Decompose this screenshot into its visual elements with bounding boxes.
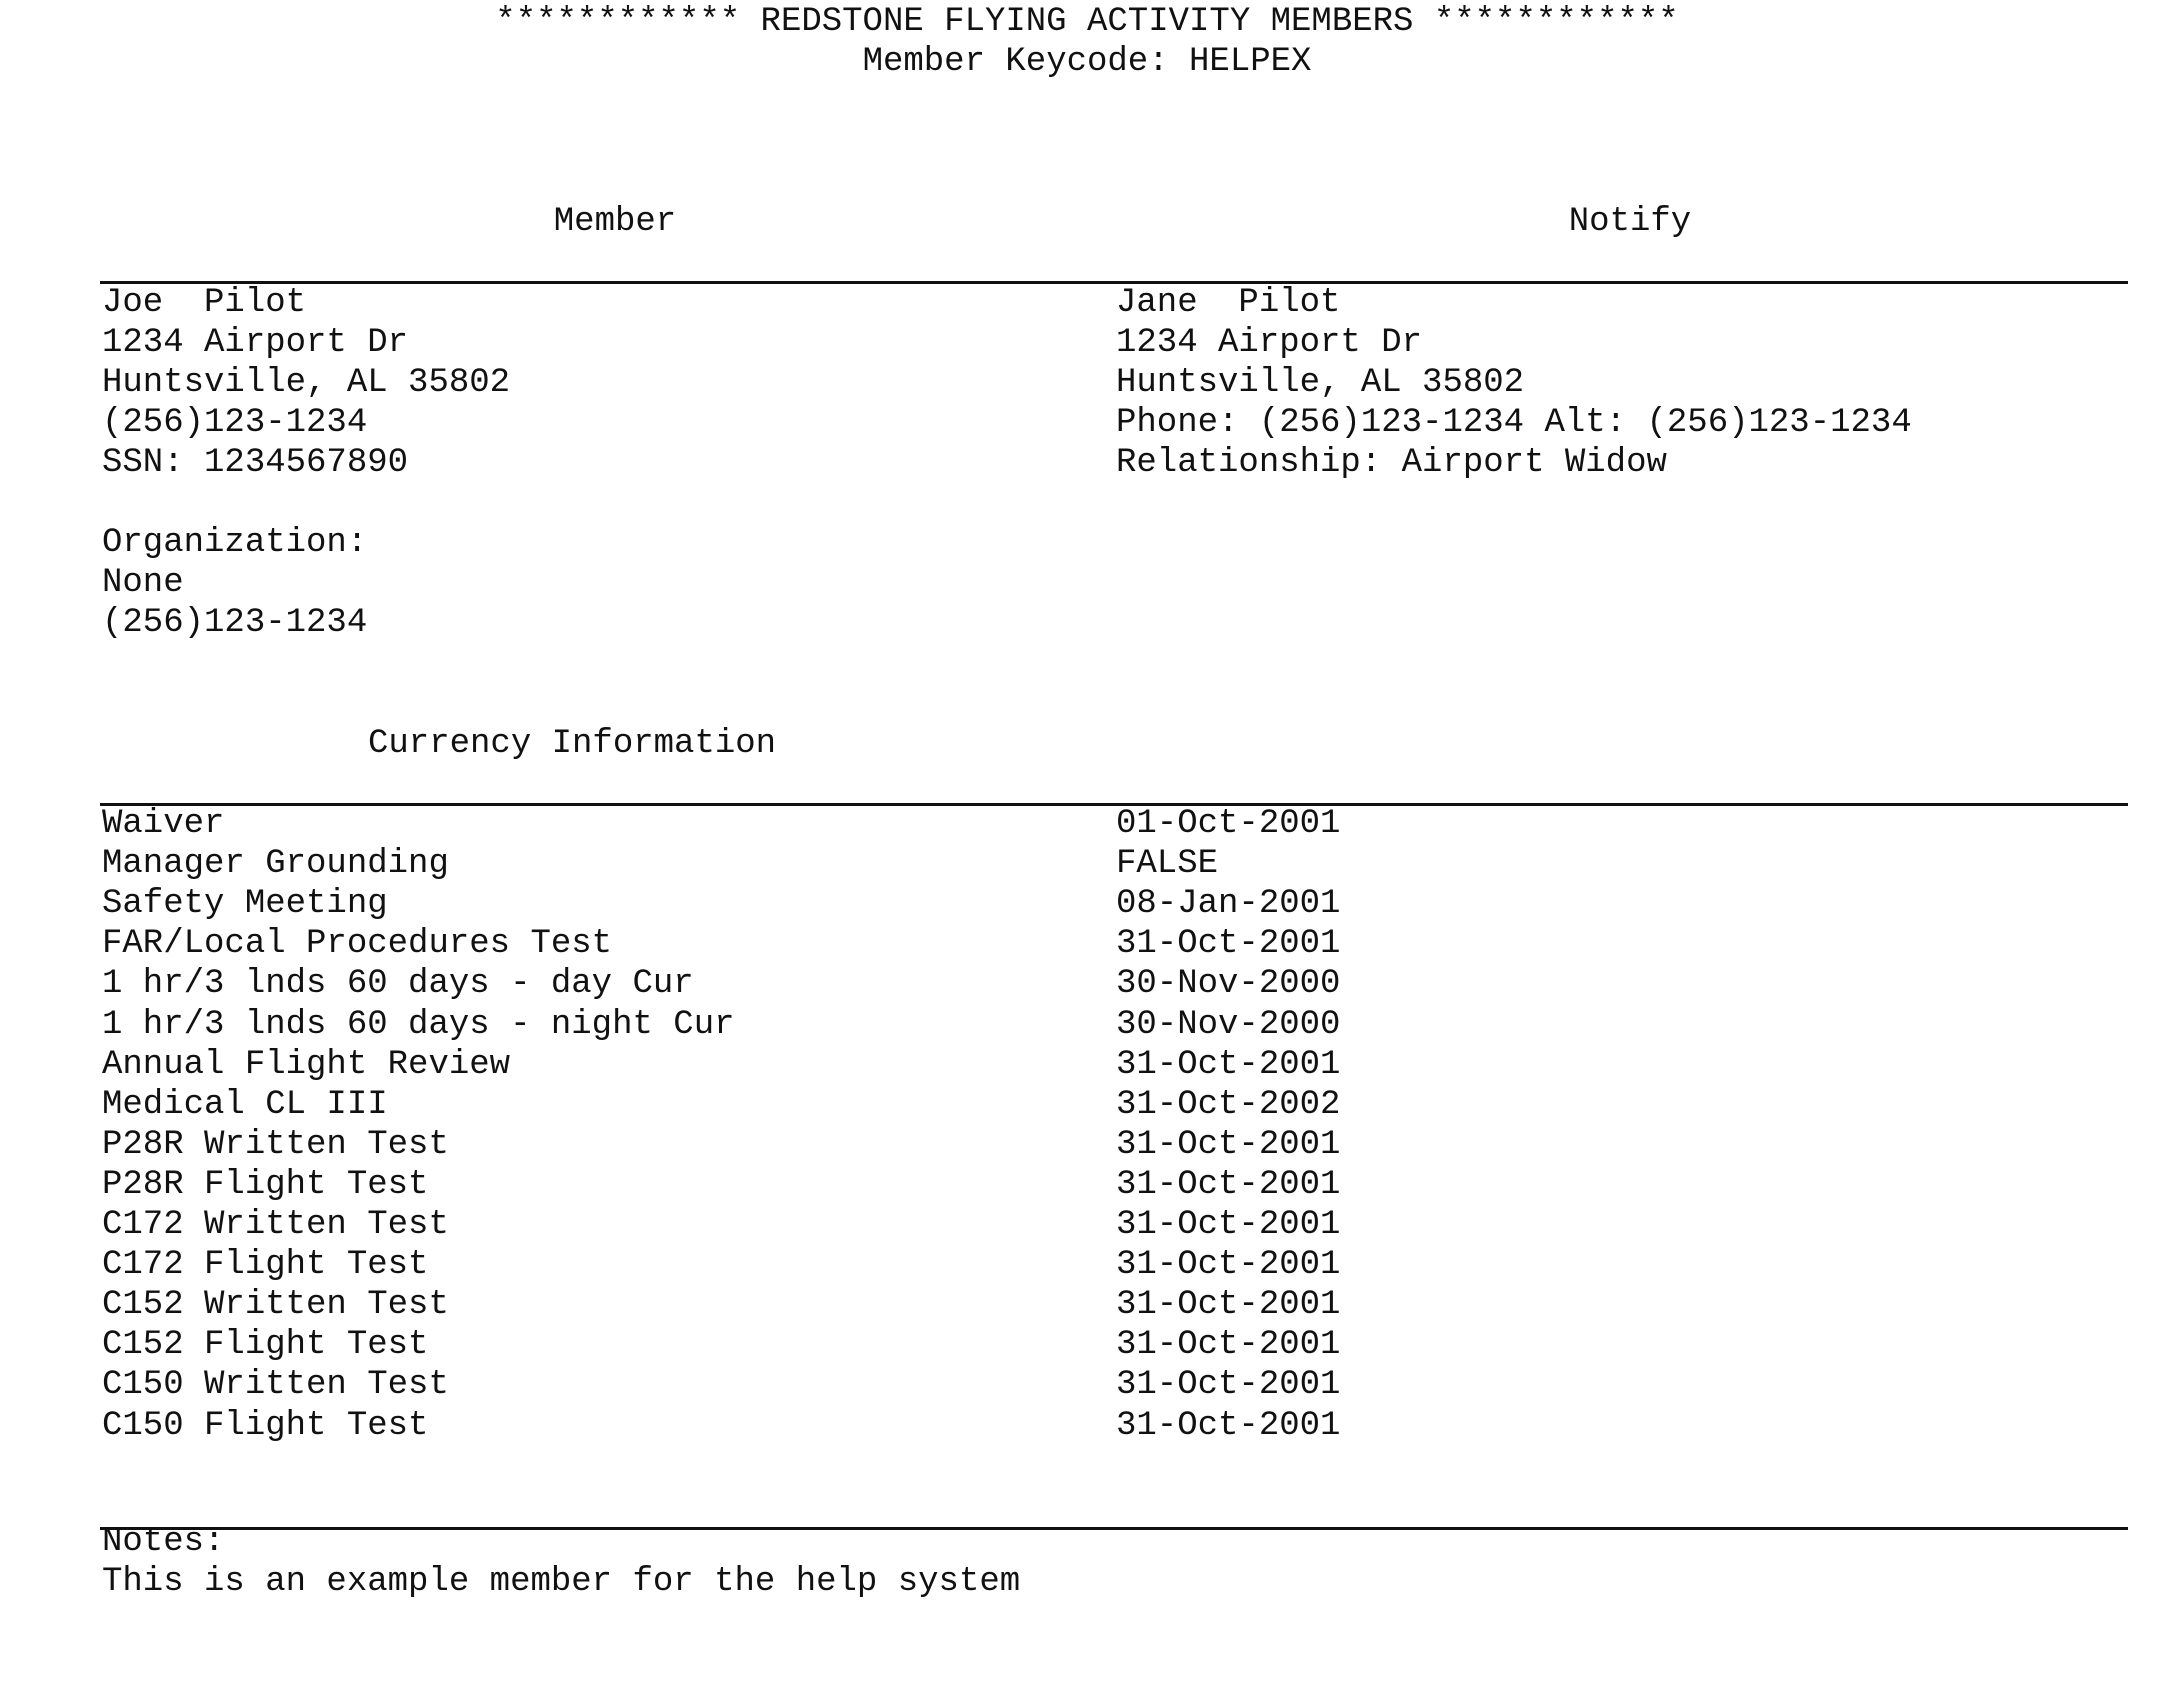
- member-keycode: Member Keycode: HELPEX: [862, 43, 1312, 81]
- currency-item-label: C172 Flight Test: [102, 1246, 429, 1284]
- notes-label: Notes:: [102, 1523, 225, 1561]
- notify-city: Huntsville, AL 35802: [1116, 364, 1525, 402]
- currency-item-label: Safety Meeting: [102, 885, 388, 923]
- currency-item-value: 31-Oct-2001: [1116, 1206, 1341, 1244]
- currency-item-value: 31-Oct-2001: [1116, 1166, 1341, 1204]
- currency-row: [0, 1406, 2174, 1446]
- member-phone: (256)123-1234: [102, 404, 368, 442]
- currency-item-label: Annual Flight Review: [102, 1046, 511, 1084]
- currency-item-value: 31-Oct-2001: [1116, 1046, 1341, 1084]
- currency-item-label: Medical CL III: [102, 1086, 388, 1124]
- notify-relationship: Relationship: Airport Widow: [1116, 444, 1667, 482]
- currency-item-value: 08-Jan-2001: [1116, 885, 1341, 923]
- currency-row: [0, 1325, 2174, 1365]
- member-address: 1234 Airport Dr: [102, 324, 409, 362]
- currency-item-label: C150 Flight Test: [102, 1407, 429, 1445]
- currency-row: [0, 964, 2174, 1004]
- member-ssn: SSN: 1234567890: [102, 444, 409, 482]
- currency-item-label: 1 hr/3 lnds 60 days - day Cur: [102, 965, 694, 1003]
- currency-item-value: 31-Oct-2001: [1116, 1246, 1341, 1284]
- notes-divider: [100, 1527, 2128, 1530]
- member-heading: Member: [553, 203, 677, 241]
- currency-item-value: 31-Oct-2002: [1116, 1086, 1341, 1124]
- member-city: Huntsville, AL 35802: [102, 364, 511, 402]
- currency-row: [0, 1205, 2174, 1245]
- currency-item-label: 1 hr/3 lnds 60 days - night Cur: [102, 1006, 735, 1044]
- notify-phone: Phone: (256)123-1234 Alt: (256)123-1234: [1116, 404, 1912, 442]
- notify-block: [1116, 283, 1912, 483]
- currency-item-value: 01-Oct-2001: [1116, 805, 1341, 843]
- currency-row: [0, 1005, 2174, 1045]
- currency-item-value: 31-Oct-2001: [1116, 1326, 1341, 1364]
- notify-name: Jane Pilot: [1116, 284, 1341, 322]
- currency-row: [0, 844, 2174, 884]
- currency-row: [0, 1165, 2174, 1205]
- currency-row: [0, 924, 2174, 964]
- currency-row: [0, 1245, 2174, 1285]
- currency-row: [0, 884, 2174, 924]
- organization-phone: (256)123-1234: [102, 604, 368, 642]
- currency-item-value: 31-Oct-2001: [1116, 1286, 1341, 1324]
- currency-item-label: FAR/Local Procedures Test: [102, 925, 613, 963]
- currency-item-value: 31-Oct-2001: [1116, 1407, 1341, 1445]
- currency-item-value: FALSE: [1116, 845, 1219, 883]
- currency-item-label: P28R Flight Test: [102, 1166, 429, 1204]
- member-name: Joe Pilot: [102, 284, 307, 322]
- organization-name: None: [102, 564, 184, 602]
- currency-item-label: C172 Written Test: [102, 1206, 449, 1244]
- currency-row: [0, 804, 2174, 844]
- currency-row: [0, 1365, 2174, 1405]
- currency-item-label: P28R Written Test: [102, 1126, 449, 1164]
- currency-item-label: Manager Grounding: [102, 845, 449, 883]
- organization-label: Organization:: [102, 524, 368, 562]
- currency-row: [0, 1285, 2174, 1325]
- currency-item-value: 31-Oct-2001: [1116, 925, 1341, 963]
- currency-item-label: C150 Written Test: [102, 1366, 449, 1404]
- notes-text: This is an example member for the help system: [102, 1563, 1021, 1601]
- member-block: [102, 283, 510, 643]
- currency-item-value: 30-Nov-2000: [1116, 965, 1341, 1003]
- currency-heading: Currency Information: [368, 725, 777, 763]
- currency-item-label: C152 Written Test: [102, 1286, 449, 1324]
- currency-item-value: 30-Nov-2000: [1116, 1006, 1341, 1044]
- notify-heading: Notify: [1568, 203, 1692, 241]
- currency-row: [0, 1085, 2174, 1125]
- currency-item-value: 31-Oct-2001: [1116, 1126, 1341, 1164]
- currency-row: [0, 1125, 2174, 1165]
- notify-address: 1234 Airport Dr: [1116, 324, 1423, 362]
- currency-item-value: 31-Oct-2001: [1116, 1366, 1341, 1404]
- currency-item-label: C152 Flight Test: [102, 1326, 429, 1364]
- report-title: ************ REDSTONE FLYING ACTIVITY MEMBERS ************: [495, 3, 1679, 41]
- currency-item-label: Waiver: [102, 805, 225, 843]
- currency-row: [0, 1045, 2174, 1085]
